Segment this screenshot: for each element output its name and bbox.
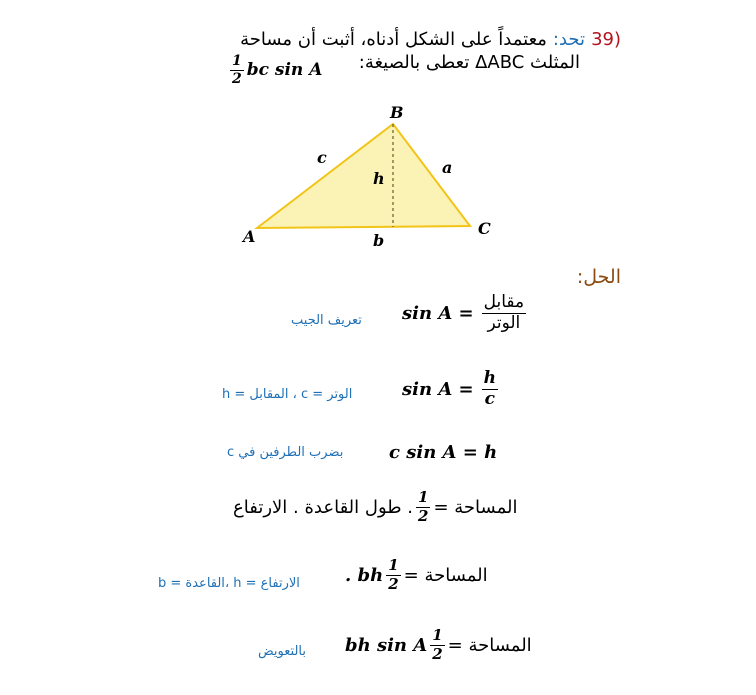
problem-number: 39) [591, 29, 621, 50]
formula-fraction [230, 54, 244, 86]
step-2-numerator: h [483, 368, 497, 388]
problem-text-line-2: المثلث ΔABC تعطى بالصيغة: [358, 52, 580, 73]
step-1-lhs: sin A = [402, 302, 474, 324]
vertex-label-c: C [478, 219, 491, 238]
step-6-rhs: bh sin A [345, 634, 428, 656]
problem-line-2 [359, 52, 580, 73]
step-1-denominator: الوتر [487, 312, 521, 333]
step-6 [345, 628, 532, 663]
step-4-fraction [416, 490, 430, 525]
vertex-label-b: B [390, 103, 404, 122]
step-6-note: بالتعويض [258, 644, 306, 659]
step-5-denominator: 2 [388, 574, 399, 593]
triangle-abc [257, 124, 470, 228]
step-2 [402, 370, 501, 409]
step-6-denominator: 2 [432, 644, 443, 663]
step-1-note: تعريف الجيب [291, 313, 362, 328]
step-4-denominator: 2 [418, 506, 429, 525]
step-5-fraction [386, 558, 400, 593]
step-6-numerator: 1 [432, 626, 443, 644]
height-label-h: h [373, 169, 385, 188]
step-2-fraction [482, 370, 498, 409]
step-1-numerator: مقابل [483, 292, 525, 312]
step-5-note: b = القاعدة، h = الارتفاع [158, 576, 300, 591]
step-4-rhs: . طول القاعدة . الارتفاع [233, 496, 414, 518]
problem-text-line-1: معتمداً على الشكل أدناه، أثبت أن مساحة [240, 29, 547, 50]
step-3-note: بضرب الطرفين في c [227, 445, 344, 460]
side-label-b: b [373, 231, 385, 250]
problem-tag: تحد: [552, 29, 586, 50]
step-5-lhs: المساحة = [403, 564, 488, 586]
step-2-lhs: sin A = [402, 378, 474, 400]
step-6-fraction [430, 628, 444, 663]
step-4-numerator: 1 [418, 488, 429, 506]
formula-body: bc sin A [246, 60, 323, 81]
step-5 [345, 558, 488, 593]
step-5-rhs: . bh [345, 564, 384, 586]
step-4 [233, 490, 517, 525]
step-6-lhs: المساحة = [447, 634, 532, 656]
side-label-c: c [317, 148, 327, 167]
side-label-a: a [442, 158, 453, 177]
formula-numerator: 1 [232, 53, 242, 69]
step-5-numerator: 1 [388, 556, 399, 574]
step-1 [402, 294, 529, 333]
triangle-figure [230, 100, 510, 260]
step-4-lhs: المساحة = [433, 496, 518, 518]
problem-line-1 [240, 29, 621, 50]
solution-heading: الحل: [576, 266, 621, 288]
step-2-denominator: c [484, 388, 495, 409]
vertex-label-a: A [243, 227, 256, 246]
step-2-note: h = المقابل ، c = الوتر [222, 387, 353, 402]
area-formula [227, 54, 322, 86]
formula-denominator: 2 [232, 70, 242, 87]
step-1-fraction [482, 294, 527, 333]
step-3-equation: c sin A = h [389, 442, 498, 463]
